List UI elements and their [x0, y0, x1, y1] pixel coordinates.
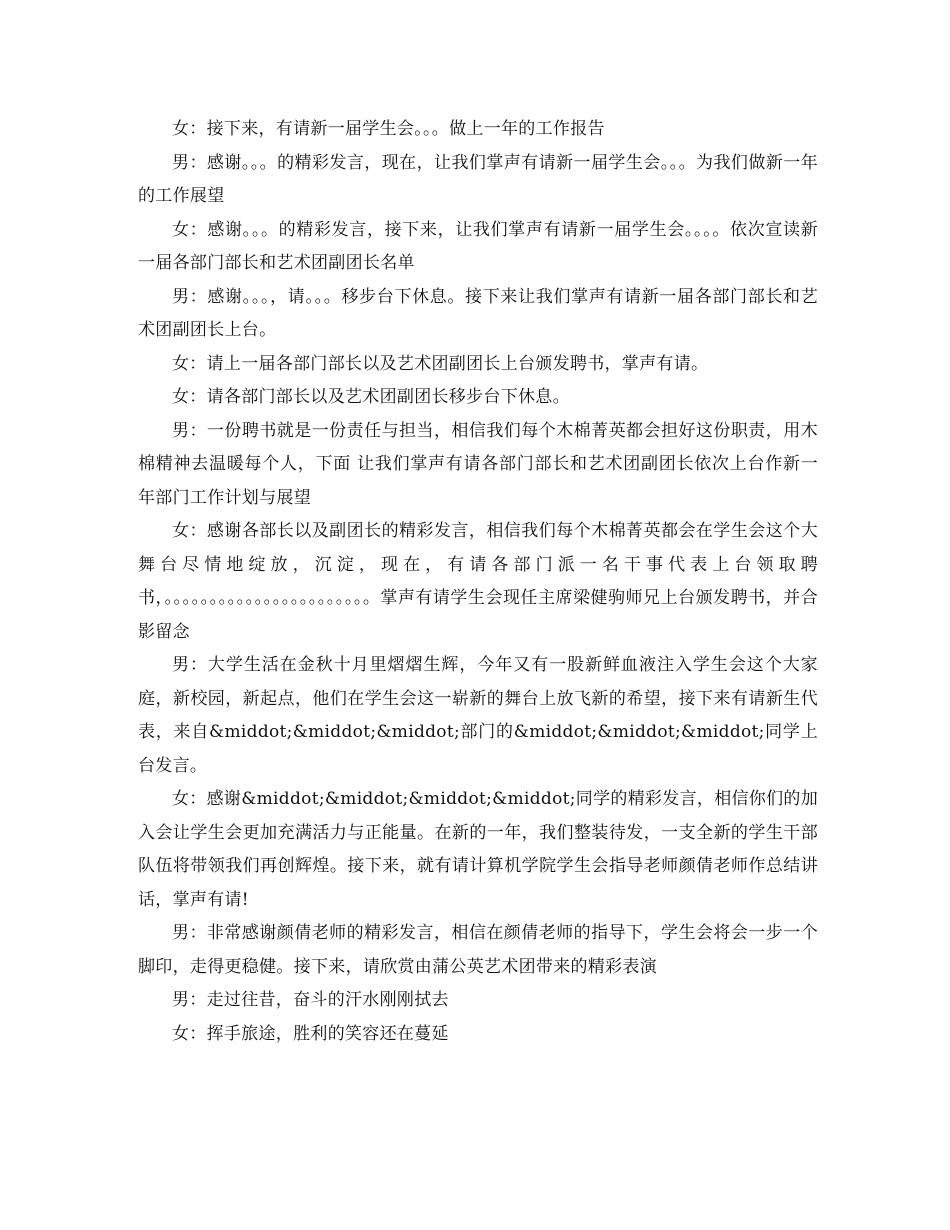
document-body	[138, 113, 818, 1051]
paragraph: 男：感谢。。。的精彩发言，现在，让我们掌声有请新一届学生会。。。为我们做新一年的工作展望	[138, 152, 818, 206]
paragraph: 女：挥手旅途，胜利的笑容还在蔓延	[172, 1023, 449, 1044]
paragraph: 女：感谢&middot;&middot;&middot;&middot;同学的精彩发言，相信你们的加入会让学生会更加充满活力与正能量。在新的一年，我们整装待发，一支全新的学生干部队伍将带领我们再创辉煌。接下来，就有请计算机学院学生会指导老师颜倩老师作总结讲话，掌声有请!	[138, 789, 818, 910]
paragraph: 男：一份聘书就是一份责任与担当，相信我们每个木棉菁英都会担好这份职责，用木棉精神去温暖每个人，下面 让我们掌声有请各部门部长和艺术团副团长依次上台作新一年部门工作计划与展望	[138, 420, 818, 508]
paragraph: 男：大学生活在金秋十月里熠熠生辉，今年又有一股新鲜血液注入学生会这个大家庭，新校园，新起点，他们在学生会这一崭新的舞台上放飞新的希望，接下来有请新生代表，来自&middot;&middot;&middot;部门的&middot;&middot;&middot;同学上台发言。	[138, 655, 818, 776]
paragraph: 女：请各部门部长以及艺术团副团长移步台下休息。	[172, 387, 570, 407]
paragraph: 女：请上一届各部门部长以及艺术团副团长上台颁发聘书，掌声有请。	[172, 353, 709, 374]
paragraph: 女：感谢。。。的精彩发言，接下来，让我们掌声有请新一届学生会。。。。依次宣读新一届各部门部长和艺术团副团长名单	[138, 219, 818, 273]
paragraph: 男：感谢。。。，请。。。移步台下休息。接下来让我们掌声有请新一届各部门部长和艺术团副团长上台。	[138, 286, 818, 340]
paragraph: 男：走过往昔，奋斗的汗水刚刚拭去	[172, 990, 449, 1010]
paragraph: 女：接下来，有请新一届学生会。。。做上一年的工作报告	[172, 119, 605, 139]
paragraph: 女：感谢各部长以及副团长的精彩发言，相信我们每个木棉菁英都会在学生会这个大舞台尽情地绽放，沉淀，现在，有请各部门派一名干事代表上台领取聘书，。。。。。。。。。。。。。。。。。。。。。。。掌声有请学生会现任主席梁健驹师兄上台颁发聘书，并合影留念	[138, 521, 818, 642]
paragraph: 男：非常感谢颜倩老师的精彩发言，相信在颜倩老师的指导下，学生会将会一步一个脚印，走得更稳健。接下来，请欣赏由蒲公英艺术团带来的精彩表演	[138, 923, 818, 977]
